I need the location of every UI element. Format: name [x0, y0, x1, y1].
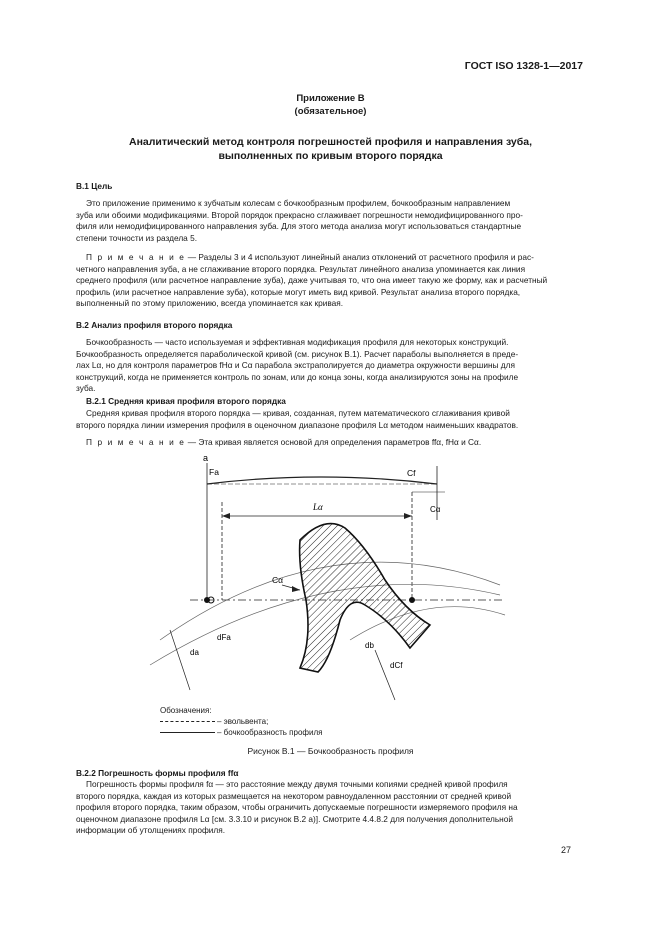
appendix-title: Приложение В — [296, 93, 365, 104]
text-line: второго порядка, каждая из которых размещается на некотором равноудаленном расстоянии от средней кривой — [76, 790, 512, 801]
text-line: выполненный по этому приложению, всегда упоминается как кривая. — [76, 298, 344, 308]
text-line: — Разделы 3 и 4 используют линейный анализ отклонений от расчетного профиля и рас- — [185, 252, 534, 262]
figure-caption: Рисунок В.1 — Бочкообразность профиля — [247, 746, 414, 756]
note-text: — Эта кривая является основой для определения параметров ffα, fHα и Cα. — [185, 437, 482, 447]
text-line: профиля второго порядка, таким образом, чтобы ограничить допускаемые погрешности измеряемого профиля на — [76, 802, 518, 812]
label-ca-right: Cα — [430, 505, 441, 514]
crowning-curve — [207, 477, 437, 484]
figure-legend — [160, 705, 322, 738]
text-line: второго порядка линии измерения профиля в оценочном диапазоне профиля Lα методом наименьших квадратов. — [76, 419, 519, 430]
text-line: степени точности из раздела 5. — [76, 232, 198, 243]
section-b22-text — [76, 779, 582, 837]
legend-item-involute — [160, 716, 322, 727]
text-line: оценочном диапазоне профиля Lα [см. 3.3.10 и рисунок В.2 а)]. Смотрите 4.4.8.2 для получения дополнительной — [76, 813, 514, 824]
section-b2-text — [76, 337, 582, 395]
note-label: П р и м е ч а н и е — [86, 252, 186, 262]
label-la: Lα — [313, 502, 323, 512]
label-da: da — [190, 648, 199, 657]
text-line: профиль (или расчетное направление зуба), которые могут иметь вид кривой. Результат анализа второго порядка, — [76, 286, 521, 297]
section-b1-note — [76, 252, 582, 310]
section-b21-heading: В.2.1 Средняя кривая профиля второго порядка — [86, 396, 286, 406]
section-b1-text — [76, 198, 582, 244]
profile-crowning-figure — [0, 448, 661, 718]
page-number: 27 — [560, 845, 571, 855]
legend-item-crowning — [160, 727, 322, 738]
dimension-line — [375, 650, 395, 700]
label-ca-left: Cα — [272, 575, 284, 585]
label-db: db — [365, 641, 374, 650]
main-title-line1: Аналитический метод контроля погрешностей профиля и направления зуба, — [128, 136, 533, 148]
text-line: лах Lα, но для контроля параметров fHα и Cα парабола экстраполируется до диаметра окружности вершины для — [76, 360, 515, 370]
note-label: П р и м е ч а н и е — [86, 437, 186, 447]
label-fa: Fa — [209, 467, 219, 477]
legend-text: – эвольвента; — [217, 717, 269, 726]
section-b1-heading: В.1 Цель — [76, 181, 113, 191]
text-line: Средняя кривая профиля второго порядка — кривая, созданная, путем математического сглаживания кривой — [86, 408, 510, 418]
appendix-status: (обязательное) — [294, 106, 367, 117]
text-line: зуба или обоими модификациями. Второй порядок прекрасно сглаживает погрешности немодифицированного про- — [76, 209, 523, 220]
section-b22-heading: В.2.2 Погрешность формы профиля ffα — [76, 768, 239, 778]
text-line: Бочкообразность — часто используемая и эффективная модификация профиля для некоторых конструкций. — [86, 337, 509, 347]
label-dcf: dCf — [390, 661, 403, 670]
text-line: конструкций, когда не применяется контроль по зонам, или до конца зоны, когда анализируются зоны на профиле — [76, 371, 519, 382]
standard-header: ГОСТ ISO 1328-1—2017 — [464, 60, 583, 72]
text-line: Бочкообразность определяется параболической кривой (см. рисунок В.1). Расчет параболы выполняется в преде- — [76, 348, 519, 359]
appendix-heading — [0, 92, 661, 118]
text-line: Погрешность формы профиля fα — это расстояние между двумя точными копиями средней кривой профиля — [86, 779, 508, 789]
main-title-line2: выполненных по кривым второго порядка — [218, 150, 443, 162]
dimension-line — [170, 630, 190, 690]
label-dfa: dFa — [217, 633, 231, 642]
section-b2-heading: В.2 Анализ профиля второго порядка — [76, 320, 233, 330]
legend-text: – бочкообразность профиля — [217, 728, 323, 737]
text-line: среднего профиля (или расчетное направление зуба), даже учитывая то, что она имеет такую же форму, как и расчетный — [76, 275, 548, 285]
main-title — [0, 135, 661, 163]
legend-title: Обозначения: — [160, 706, 212, 715]
text-line: Это приложение применимо к зубчатым колесам с бочкообразным профилем, бочкообразным направлением — [86, 198, 511, 208]
label-a: a — [203, 453, 209, 463]
text-line: зуба. — [76, 383, 96, 393]
section-b21-text — [76, 408, 582, 431]
point-marker — [409, 597, 415, 603]
label-cf: Cf — [407, 468, 416, 478]
section-b21-note — [76, 437, 582, 449]
text-line: филя или немодифицированного направления зуба. Для этого метода анализа могут использоваться стандартные — [76, 221, 522, 231]
text-line: четного направления зуба, а не сглаживание второго порядка. Результат линейного анализа упоминается как линия — [76, 263, 526, 274]
text-line: информации об утолщениях профиля. — [76, 825, 226, 835]
